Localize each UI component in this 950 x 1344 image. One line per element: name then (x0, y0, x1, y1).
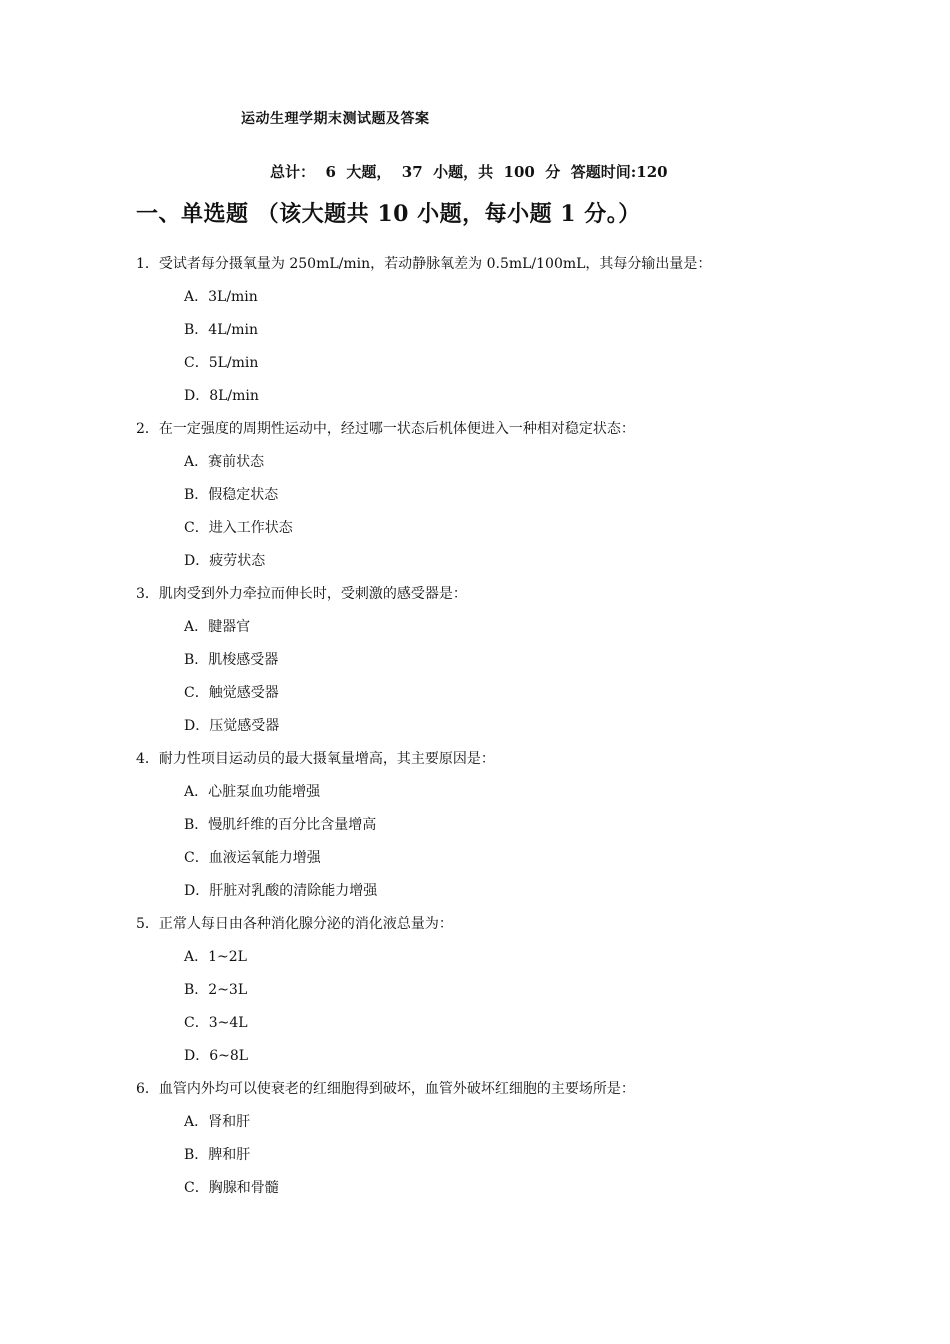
section-heading: 一、单选题 （该大题共 10 小题，每小题 1 分。） (136, 201, 641, 227)
answer-option: B．假稳定状态 (184, 487, 279, 503)
answer-option: B．2~3L (184, 982, 248, 998)
answer-option: A．腱器官 (184, 619, 251, 635)
document-title: 运动生理学期末测试题及答案 (241, 111, 430, 127)
exam-summary: 总计： 6 大题， 37 小题，共 100 分 答题时间:120 (270, 163, 668, 181)
answer-option: D．8L/min (184, 388, 259, 404)
answer-option: C．3~4L (184, 1015, 248, 1031)
answer-option: D．疲劳状态 (184, 553, 266, 569)
answer-option: D．6~8L (184, 1048, 249, 1064)
answer-option: A．心脏泵血功能增强 (184, 784, 321, 800)
answer-option: B．肌梭感受器 (184, 652, 279, 668)
answer-option: C．胸腺和骨髓 (184, 1180, 279, 1196)
answer-option: B．慢肌纤维的百分比含量增高 (184, 817, 377, 833)
answer-option: B．4L/min (184, 322, 258, 338)
question-stem: 6．血管内外均可以使衰老的红细胞得到破坏，血管外破坏红细胞的主要场所是： (136, 1081, 635, 1097)
question-stem: 1．受试者每分摄氧量为 250mL/min，若动静脉氧差为 0.5mL/100mL，其每分输出量是： (136, 256, 712, 272)
question-stem: 3．肌肉受到外力牵拉而伸长时，受刺激的感受器是： (136, 586, 467, 602)
answer-option: D．压觉感受器 (184, 718, 280, 734)
answer-option: C．触觉感受器 (184, 685, 279, 701)
answer-option: C．进入工作状态 (184, 520, 293, 536)
answer-option: C．血液运氧能力增强 (184, 850, 321, 866)
question-stem: 4．耐力性项目运动员的最大摄氧量增高，其主要原因是： (136, 751, 495, 767)
question-stem: 5．正常人每日由各种消化腺分泌的消化液总量为： (136, 916, 453, 932)
answer-option: D．肝脏对乳酸的清除能力增强 (184, 883, 378, 899)
answer-option: C．5L/min (184, 355, 259, 371)
question-stem: 2．在一定强度的周期性运动中，经过哪一状态后机体便进入一种相对稳定状态： (136, 421, 635, 437)
answer-option: A．1~2L (184, 949, 247, 965)
answer-option: A．3L/min (184, 289, 258, 305)
answer-option: B．脾和肝 (184, 1147, 251, 1163)
answer-option: A．赛前状态 (184, 454, 265, 470)
answer-option: A．肾和肝 (184, 1114, 251, 1130)
